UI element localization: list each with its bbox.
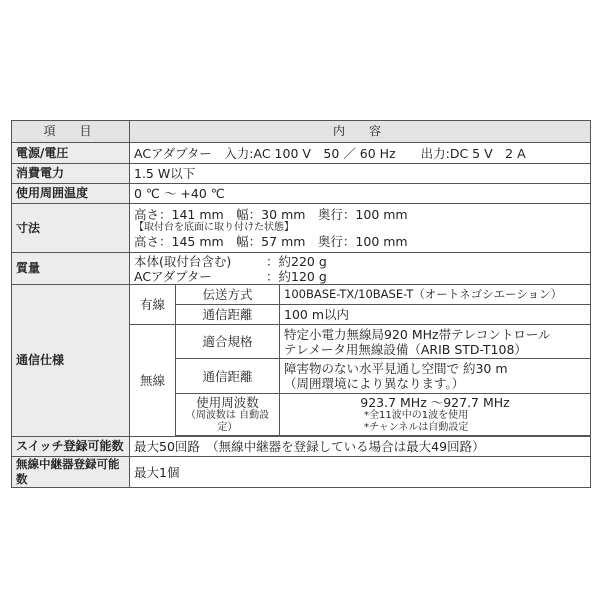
wireless-frequency-note-2: *チャンネルは自動設定 [364,422,469,433]
wireless-standard-label: 適合規格 [176,325,280,359]
consumption-label: 消費電力 [12,164,130,184]
header-item: 項 目 [12,121,130,143]
dimensions-line-3: 高さ：145 mm 幅：57 mm 奥行：100 mm [134,234,408,249]
wireless-distance-value [280,359,591,394]
wireless-distance-line-2: （周囲環境により異なります。） [284,376,465,391]
mass-adapter-name: ACアダプター [134,268,212,284]
wireless-frequency-title: 使用周波数 [196,395,259,410]
wireless-distance-label: 通信距離 [176,359,280,394]
repeater-count-label: 無線中継器登録可能数 [12,457,130,488]
table-row [12,184,591,204]
wired-label: 有線 [130,285,176,325]
wireless-frequency-note-1: *全11波中の1波を使用 [364,410,469,421]
power-source-value: ACアダプター 入力:AC 100 V 50 ／ 60 Hz 出力:DC 5 V 2 A [130,143,591,164]
table-row [12,253,591,285]
wireless-frequency-range: 923.7 MHz 〜927.7 MHz [360,395,510,410]
power-source-label: 電源/電圧 [12,143,130,164]
spec-table [11,120,591,488]
mass-line-1 [134,254,586,269]
table-row [12,285,591,305]
wired-method-label: 伝送方式 [176,285,280,305]
communication-label: 通信仕様 [12,285,130,437]
table-row [12,457,591,488]
wireless-standard-line-1: 特定小電力無線局920 MHz帯テレコントロール [284,326,551,342]
wireless-frequency-sub: （周波数は 自動設定） [185,410,270,433]
mass-label: 質量 [12,253,130,285]
mass-body-name: 本体(取付台含む) [134,253,232,269]
wireless-distance-line-1: 障害物のない水平見通し空間で 約30 m [284,361,508,376]
repeater-count-value: 最大1個 [130,457,591,488]
consumption-value: 1.5 W以下 [130,164,591,184]
wired-distance-label: 通信距離 [176,305,280,325]
temperature-value: 0 ℃ 〜 +40 ℃ [130,184,591,204]
mass-line-2 [134,269,586,284]
dimensions-value [130,204,591,253]
table-row [12,164,591,184]
mass-adapter-value: ：約120 g [266,268,327,284]
wireless-label: 無線 [130,325,176,437]
wired-method-value: 100BASE-TX/10BASE-T（オートネゴシエーション） [280,285,591,305]
table-row [12,204,591,253]
dimensions-line-1: 高さ：141 mm 幅：30 mm 奥行：100 mm [134,207,408,222]
wireless-frequency-label [176,394,280,436]
dimensions-label: 寸法 [12,204,130,253]
wireless-standard-value [280,325,591,359]
table-row [12,437,591,457]
wireless-frequency-value [280,394,591,436]
switch-count-label: スイッチ登録可能数 [12,437,130,457]
header-content: 内 容 [130,121,591,143]
table-header-row [12,121,591,143]
wired-distance-value: 100 m以内 [280,305,591,325]
mass-body-value: ：約220 g [266,253,327,269]
wireless-standard-line-2: テレメータ用無線設備（ARIB STD-T108） [284,341,527,357]
table-row [12,143,591,164]
switch-count-value: 最大50回路 （無線中継器を登録している場合は最大49回路） [130,437,591,457]
temperature-label: 使用周囲温度 [12,184,130,204]
dimensions-note: 【取付台を底面に取り付けた状態】 [134,222,294,233]
mass-value [130,253,591,285]
